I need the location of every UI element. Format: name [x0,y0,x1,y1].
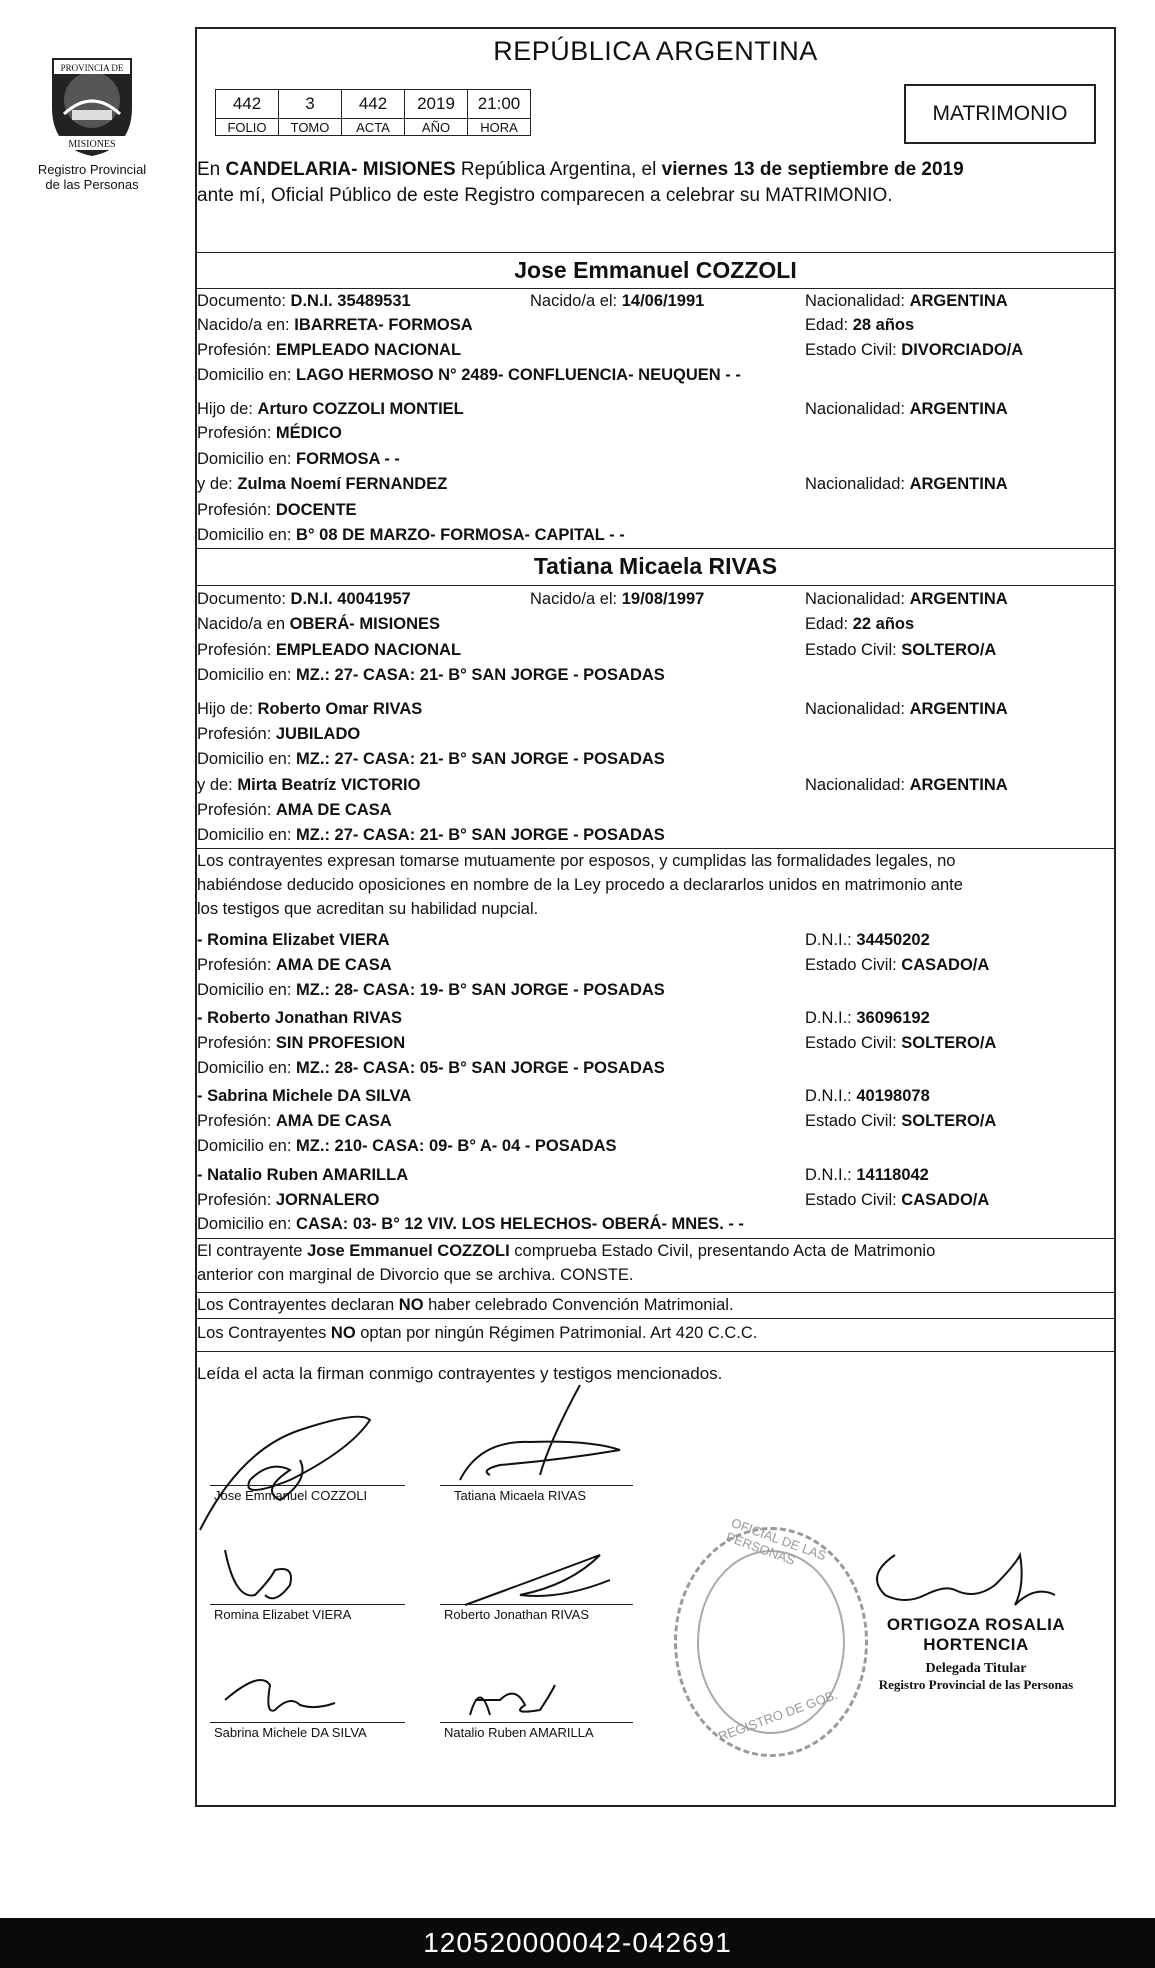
tomo-value: 3 [279,90,342,119]
groom-row-2: Nacido/a en: IBARRETA- FORMOSA Edad: 28 años [197,316,915,334]
tomo-label: TOMO [279,119,342,136]
bride-father-prof: Profesión: JUBILADO [197,725,361,743]
bride-address: MZ.: 27- CASA: 21- B° SAN JORGE - POSADAS [296,666,665,684]
groom-row-4: Domicilio en: LAGO HERMOSO N° 2489- CONFLUENCIA- NEUQUEN - - [197,366,741,384]
witness-4-row-2: Profesión: JORNALERO Estado Civil: CASADO/A [197,1191,990,1209]
witness-name: - Sabrina Michele DA SILVA [197,1087,412,1105]
groom-father-dom: Domicilio en: FORMOSA - - [197,450,400,468]
witness-3-row-3: Domicilio en: MZ.: 210- CASA: 09- B° A- 04 - POSADAS [197,1137,617,1155]
bride-civil-status: SOLTERO/A [901,641,997,659]
signature-label-bride: Tatiana Micaela RIVAS [454,1488,586,1503]
groom-mother-row: y de: Zulma Noemí FERNANDEZ Nacionalidad: ARGENTINA [197,475,1008,493]
bride-dni: D.N.I. 40041957 [290,590,411,608]
bride-age: 22 años [852,615,915,633]
bride-birth-date: 19/08/1997 [621,590,705,608]
groom-mother-name: Zulma Noemí FERNANDEZ [237,475,448,493]
anio-value: 2019 [405,90,468,119]
bride-mother-row: y de: Mirta Beatríz VICTORIO Nacionalidad: ARGENTINA [197,776,1008,794]
groom-row-3: Profesión: EMPLEADO NACIONAL Estado Civil: DIVORCIADO/A [197,341,1024,359]
country-title: REPÚBLICA ARGENTINA [493,36,818,66]
official-role: Delegada Titular [925,1661,1027,1676]
witness-2-row-2: Profesión: SIN PROFESION Estado Civil: SOLTERO/A [197,1034,997,1052]
folio-label: FOLIO [216,119,279,136]
witness-1-signature-icon [215,1540,325,1610]
note-civil-status: El contrayente Jose Emmanuel COZZOLI comprueba Estado Civil, presentando Acta de Matrimonio anterior con marginal de Divorcio que se archiva. CONSTE. [197,1242,936,1284]
hora-label: HORA [468,119,531,136]
divider [195,1318,1116,1319]
bride-name: Tatiana Micaela RIVAS [533,553,778,579]
official-signature-icon [845,1525,1075,1625]
registry-name: Registro Provincial de las Personas [37,162,147,192]
bride-row-1: Documento: D.N.I. 40041957 Nacido/a el: 19/08/1997 Nacionalidad: ARGENTINA [197,590,1008,608]
groom-dni: D.N.I. 35489531 [290,292,411,310]
bride-row-3: Profesión: EMPLEADO NACIONAL Estado Civil: SOLTERO/A [197,641,997,659]
official-name: ORTIGOZA ROSALIA HORTENCIA [886,1615,1066,1654]
witness-name: - Roberto Jonathan RIVAS [197,1009,403,1027]
signature-label-witness-2: Roberto Jonathan RIVAS [444,1607,590,1622]
acta-value: 442 [342,90,405,119]
bride-row-2: Nacido/a en OBERÁ- MISIONES Edad: 22 años [197,615,915,633]
groom-father-name: Arturo COZZOLI MONTIEL [257,400,464,418]
groom-profession: EMPLEADO NACIONAL [275,341,462,359]
groom-row-1: Documento: D.N.I. 35489531 Nacido/a el: 14/06/1991 Nacionalidad: ARGENTINA [197,292,1008,310]
groom-name: Jose Emmanuel COZZOLI [514,257,797,283]
note-regime: Los Contrayentes NO optan por ningún Régimen Patrimonial. Art 420 C.C.C. [197,1324,758,1342]
groom-mother-prof: Profesión: DOCENTE [197,501,357,519]
witness-3-signature-icon [220,1665,340,1725]
witness-1-row-2: Profesión: AMA DE CASA Estado Civil: CASADO/A [197,956,990,974]
record-number-table [215,89,531,136]
signature-label-witness-3: Sabrina Michele DA SILVA [214,1725,367,1740]
witness-2-row-1: - Roberto Jonathan RIVAS D.N.I.: 36096192 [197,1009,930,1027]
declaration-paragraph: Los contrayentes expresan tomarse mutuamente por esposos, y cumplidas las formalidades legales, no habiéndose deducido oposiciones en nombre de la Ley procedo a declararlos unidos en matrimonio ante los testigos que acreditan su habilidad nupcial. [197,852,963,918]
witness-1-row-3: Domicilio en: MZ.: 28- CASA: 19- B° SAN JORGE - POSADAS [197,981,665,999]
groom-father-prof: Profesión: MÉDICO [197,424,342,442]
groom-age: 28 años [852,316,915,334]
official-stamp: OFICIAL DE LAS PERSONAS REGISTRO DE GOB. [674,1527,868,1757]
witness-4-signature-icon [460,1675,560,1725]
hora-value: 21:00 [468,90,531,119]
signature-label-groom: Jose Emmanuel COZZOLI [214,1488,368,1503]
bride-father-dom: Domicilio en: MZ.: 27- CASA: 21- B° SAN JORGE - POSADAS [197,750,665,768]
bride-mother-name: Mirta Beatríz VICTORIO [237,776,421,794]
groom-civil-status: DIVORCIADO/A [901,341,1024,359]
intro-date: viernes 13 de septiembre de 2019 [661,159,964,180]
divider [195,548,1116,549]
signature-label-witness-1: Romina Elizabet VIERA [214,1607,352,1622]
seal-text-top: PROVINCIA DE [60,63,124,73]
registry-logo [22,48,162,192]
intro-paragraph: En CANDELARIA- MISIONES República Argentina, el viernes 13 de septiembre de 2019 ante mí, Oficial Público de este Registro comparecen a celebrar su MATRIMONIO. [197,159,964,206]
anio-label: AÑO [405,119,468,136]
folio-value: 442 [216,90,279,119]
note-convention: Los Contrayentes declaran NO haber celebrado Convención Matrimonial. [197,1296,734,1314]
record-type-box: MATRIMONIO [904,84,1096,144]
signature-intro: Leída el acta la firman conmigo contrayentes y testigos mencionados. [197,1364,723,1383]
seal-text-bottom: MISIONES [68,139,116,150]
groom-birth-place: IBARRETA- FORMOSA [294,316,473,334]
acta-label: ACTA [342,119,405,136]
groom-father-row: Hijo de: Arturo COZZOLI MONTIEL Nacionalidad: ARGENTINA [197,400,1008,418]
witness-name: - Natalio Ruben AMARILLA [197,1166,409,1184]
groom-mother-dom: Domicilio en: B° 08 DE MARZO- FORMOSA- CAPITAL - - [197,526,625,544]
groom-address: LAGO HERMOSO N° 2489- CONFLUENCIA- NEUQUEN - - [296,366,741,384]
intro-place: CANDELARIA- MISIONES [225,159,456,180]
divider [195,252,1116,253]
witness-4-row-1: - Natalio Ruben AMARILLA D.N.I.: 14118042 [197,1166,929,1184]
witness-3-row-2: Profesión: AMA DE CASA Estado Civil: SOLTERO/A [197,1112,997,1130]
bride-mother-prof: Profesión: AMA DE CASA [197,801,392,819]
groom-signature-icon [180,1390,400,1540]
witness-4-row-3: Domicilio en: CASA: 03- B° 12 VIV. LOS HELECHOS- OBERÁ- MNES. - - [197,1215,744,1233]
bride-row-4: Domicilio en: MZ.: 27- CASA: 21- B° SAN JORGE - POSADAS [197,666,665,684]
official-office: Registro Provincial de las Personas [878,1677,1074,1692]
groom-birth-date: 14/06/1991 [621,292,705,310]
bride-mother-dom: Domicilio en: MZ.: 27- CASA: 21- B° SAN JORGE - POSADAS [197,826,665,844]
groom-nationality: ARGENTINA [909,292,1008,310]
bride-signature-icon [440,1380,640,1490]
witness-name: - Romina Elizabet VIERA [197,931,390,949]
bride-father-row: Hijo de: Roberto Omar RIVAS Nacionalidad: ARGENTINA [197,700,1008,718]
signature-label-witness-4: Natalio Ruben AMARILLA [444,1725,594,1740]
province-seal-icon [42,48,142,158]
bride-profession: EMPLEADO NACIONAL [275,641,462,659]
divider [195,1351,1116,1352]
witness-2-signature-icon [460,1545,620,1615]
bride-nationality: ARGENTINA [909,590,1008,608]
barcode-footer: 120520000042-042691 [0,1918,1155,1968]
witness-2-row-3: Domicilio en: MZ.: 28- CASA: 05- B° SAN JORGE - POSADAS [197,1059,665,1077]
bride-father-name: Roberto Omar RIVAS [257,700,423,718]
divider [195,585,1116,586]
witness-3-row-1: - Sabrina Michele DA SILVA D.N.I.: 40198078 [197,1087,930,1105]
official-signature-block [846,1615,1106,1693]
witness-1-row-1: - Romina Elizabet VIERA D.N.I.: 34450202 [197,931,930,949]
bride-birth-place: OBERÁ- MISIONES [289,615,441,633]
